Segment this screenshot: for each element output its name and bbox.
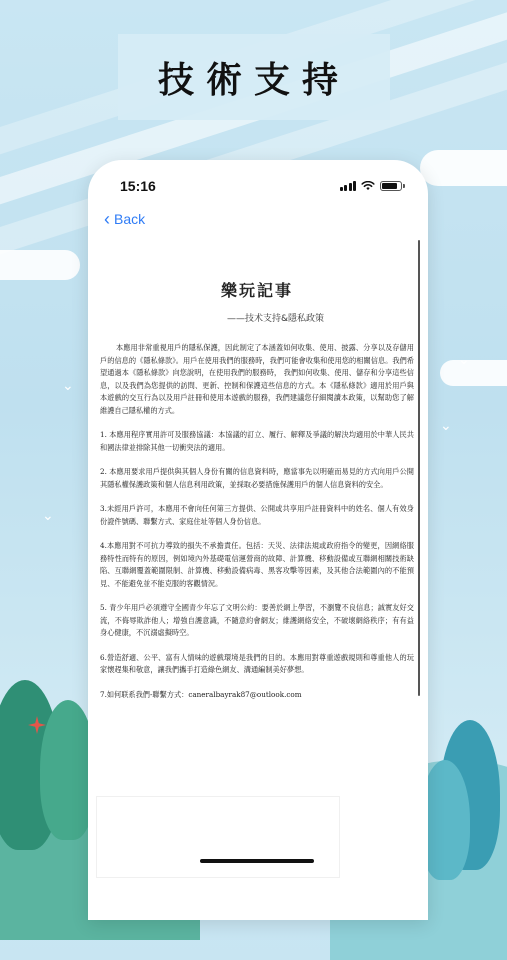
back-button[interactable] (104, 210, 145, 228)
contact-box (96, 796, 340, 878)
status-time: 15:16 (120, 178, 156, 194)
wifi-icon (361, 181, 375, 191)
paragraph-2: 2. 本應用要求用戶提供與其個人身份有關的信息資料時，應當事先以明確而易見的方式向用戶公開其隱私權保護政策和個人信息利用政策，並採取必要措施保護用戶的個人信息資料的安全。 (100, 467, 414, 489)
chevron-left-icon: ‹ (104, 209, 110, 229)
policy-document (96, 242, 418, 862)
paragraph-4: 4.本應用對不可抗力導致的損失不承擔責任。包括：天災、法律法規或政府指令的變更，因網絡服務特性而特有的原因，例如境內外基礎電信運營商的故障、計算機、移動設備或互聯網相關技術缺陷、互聯網覆蓋範圍限制、計算機、移動設備病毒、黑客攻擊等因素，及其他合法範圍內的不能預見、不能避免並不能克服的客觀情況。 (100, 541, 414, 588)
paragraph-6: 6.營造舒適、公平、富有人情味的遊戲環境是我們的目的。本應用對尊重遊戲規則和尊重他人的玩家懷趕集和敬意，讓我們攜手打造綠色網友、溝通編制美好夢想。 (100, 652, 414, 674)
bird-icon: ⌄ (458, 352, 470, 368)
back-label: Back (114, 211, 146, 227)
bird-icon: ⌄ (440, 418, 452, 434)
bird-icon: ⌄ (42, 508, 54, 524)
bird-icon: ⌄ (62, 378, 74, 394)
paragraph-5: 5. 青少年用戶必須遵守全國青少年忘了文明公約：要善於網上學習，不瀏覽不良信息；誠實友好交流，不侮辱欺詐他人；增強自護意識，不隨意約會網友；維護網絡安全，不破壞網絡秩序；有有益身心健康，不沉溺虛擬時空。 (100, 603, 414, 637)
sparkle-icon (28, 716, 46, 734)
document-subtitle: ——技术支持&隱私政策 (226, 314, 324, 324)
cloud (440, 360, 507, 386)
cloud (420, 150, 507, 186)
phone-screen (88, 160, 428, 920)
status-bar (88, 160, 428, 208)
banner-title: 技術支持 (157, 59, 350, 101)
cloud (0, 250, 80, 280)
paragraph-intro: 本應用非常重視用戶的隱私保護，因此制定了本涵蓋如何收集、使用、披露、分享以及存儲用戶的信息的《隱私條款》。用戶在使用我們的服務時，我們可能會收集和使用您的相關信息。我們希望通過本《隱私條款》向您說明，在使用我們的服務時， 我們如何收集、使用、儲存和分享這些信息，以及我們為您提供的訪問、更新、控制和保護這些信息的方式。本《隱私條款》適用於用戶與本遊戲的交互行為以及用戶註冊和使用本遊戲的服務，我們建議您仔細閱讀本政策，以幫助您了解維護自己隱私權的方式。 (100, 343, 414, 415)
scrollbar[interactable] (418, 240, 421, 696)
nav-bar (88, 208, 428, 238)
banner (118, 34, 390, 120)
paragraph-contact: 7.如何联系我們-聯繫方式：caneralbayrak87@outlook.com (100, 689, 302, 699)
status-icons (340, 181, 403, 191)
battery-icon (380, 181, 402, 191)
signal-icon (340, 181, 357, 191)
paragraph-3: 3.未經用戶許可，本應用不會向任何第三方提供、公開或共享用戶註冊資料中的姓名、個人有效身份證件號碼、聯繫方式、家庭住址等個人身份信息。 (100, 504, 414, 526)
home-indicator[interactable] (200, 859, 314, 863)
document-title: 樂玩記事 (220, 281, 293, 300)
paragraph-1: 1. 本應用程序實用許可及服務協議：本協議的訂立、履行、解釋及爭議的解決均適用於中華人民共和國法律並排除其他一切衝突法的適用。 (100, 430, 414, 452)
document-body (96, 342, 418, 701)
